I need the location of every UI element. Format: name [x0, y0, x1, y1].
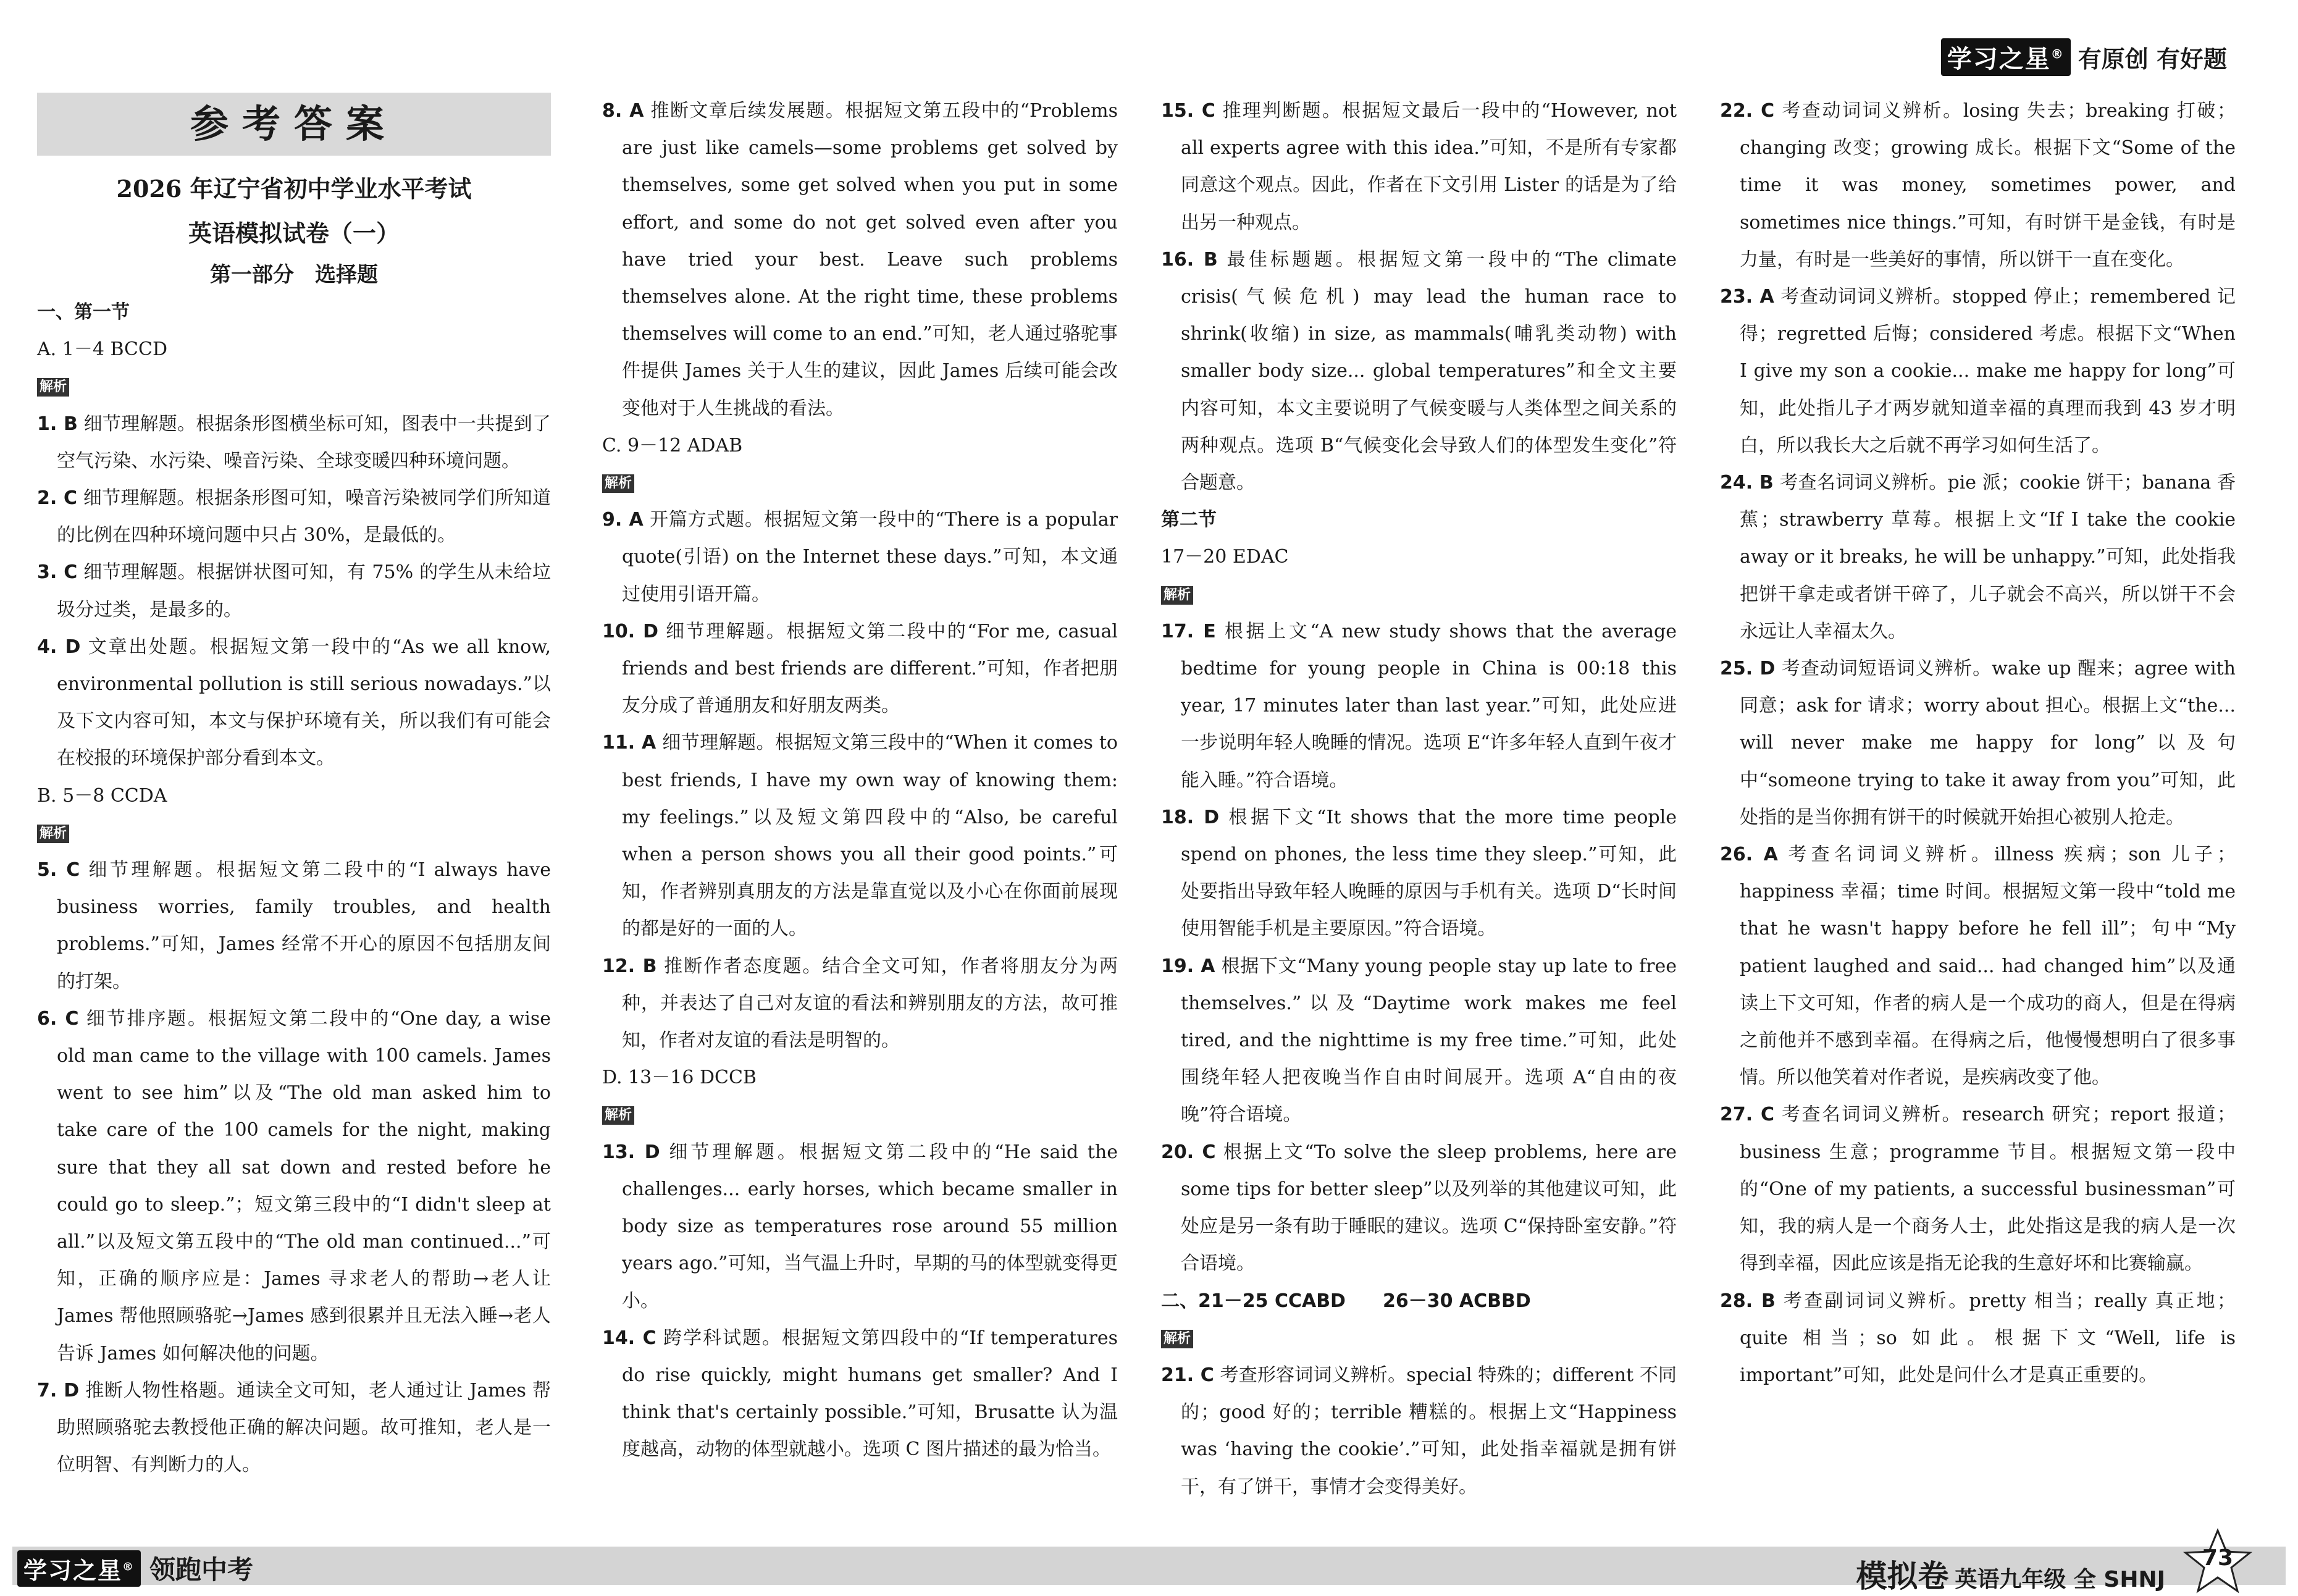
- footer-subject: 英语九年级 全 SHNJ: [1955, 1567, 2165, 1592]
- answer-item: 12. B 推断作者态度题。结合全文可知，作者将朋友分为两种，并表达了自己对友谊的看法和辨别朋友的方法，故可推知，作者对友谊的看法是明智的。: [602, 955, 1118, 1052]
- jiexi-row: [1161, 1320, 1677, 1357]
- jiexi-label: 解析: [1161, 1330, 1193, 1348]
- answer-title: 参考答案: [37, 93, 551, 156]
- answer-item: 27. C 考查名词词义辨析。research 研究；report 报道；business 生意；programme 节目。根据短文第一段中的“One of my patients, a successful businessman”可知，我的病人是一个商务人士，此处指这是我的病人是一次得到幸福，因此应该是指无论我的生意好坏和比赛输赢。: [1720, 1104, 2236, 1275]
- footer-brand-logo: 学习之星®: [17, 1550, 141, 1587]
- column-1: [37, 93, 551, 1484]
- answer-item: 26. A 考查名词词义辨析。illness 疾病；son 儿子；happiness 幸福；time 时间。根据短文第一段中“told me that he wasn't happy before he fell ill”；句中“My patient laughed and said... had changed him”以及通读上下文可知，作者的病人是一个成功的商人，但是在得病之前他并不感到幸福。在得病之后，他慢慢想明白了很多事情。所以他笑着对作者说，是疾病改变了他。: [1720, 844, 2236, 1089]
- answer-item: 9. A 开篇方式题。根据短文第一段中的“There is a popular quote(引语) on the Internet these days.”可知，本文通过使用引语开篇。: [602, 509, 1118, 605]
- answer-item: 8. A 推断文章后续发展题。根据短文第五段中的“Problems are just like camels—some problems get solved by themselves, some get solved when you put in some effort, and some do not get solved even after you have tried your best. Leave such problems themselves alone. At the right time, these problems themselves will come to an end.”可知，老人通过骆驼事件提供 James 关于人生的建议，因此 James 后续可能会改变他对于人生挑战的看法。: [602, 100, 1118, 419]
- jiexi-row: [602, 464, 1118, 502]
- jiexi-label: 解析: [37, 825, 69, 843]
- answer-item: 5. C 细节理解题。根据短文第二段中的“I always have business worries, family troubles, and health problems.”可知，James 经常不开心的原因不包括朋友间的打架。: [37, 859, 551, 993]
- answer-item: 13. D 细节理解题。根据短文第二段中的“He said the challenges... early horses, which became smaller in body size as temperatures rose around 55 million years ago.”可知，当气温上升时，早期的马的体型就变得更小。: [602, 1141, 1118, 1312]
- answer-item: 18. D 根据下文“It shows that the more time people spend on phones, the less time they sleep.”可知，此处要指出导致年轻人晚睡的原因与手机有关。选项 D“长时间使用智能手机是主要原因。”符合语境。: [1161, 806, 1677, 940]
- paper-title: 英语模拟试卷（一）: [188, 219, 400, 247]
- answer-item: 11. A 细节理解题。根据短文第三段中的“When it comes to best friends, I have my own way of knowing them: my feelings.”以及短文第四段中的“Also, be careful when a person shows you all their good points.”可知，作者辨别真朋友的方法是靠直觉以及小心在你面前展现的都是好的一面的人。: [602, 732, 1118, 940]
- jiexi-label: 解析: [602, 474, 634, 493]
- jiexi-row: [602, 1096, 1118, 1133]
- part-title: 第一部分 选择题: [210, 262, 378, 287]
- page-number: 73: [2202, 1545, 2234, 1571]
- jiexi-label: 解析: [37, 378, 69, 397]
- answer-item: 15. C 推理判断题。根据短文最后一段中的“However, not all experts agree with this idea.”可知，不是所有专家都同意这个观点。因此，作者在下文引用 Lister 的话是为了给出另一种观点。: [1161, 100, 1677, 233]
- answer-item: 25. D 考查动词短语词义辨析。wake up 醒来；agree with 同意；ask for 请求；worry about 担心。根据上文“the... will never make me happy for long”以及句中“someone trying to take it away from you”可知，此处指的是当你拥有饼干的时候就开始担心被别人抢走。: [1720, 658, 2236, 828]
- brand-slogan: 有原创 有好题: [2078, 46, 2227, 73]
- answer-item: 3. C 细节理解题。根据饼状图可知，有 75% 的学生从未给垃圾分过类，是最多的。: [37, 561, 551, 621]
- section-heading: 一、第一节: [37, 301, 130, 323]
- header-brand: [1941, 38, 2227, 76]
- footer-book-info: [1856, 1552, 2165, 1596]
- section-heading: 二、21－25 CCABD 26－30 ACBBD: [1161, 1290, 1531, 1312]
- jiexi-row: [1161, 576, 1677, 613]
- jiexi-row: [37, 815, 551, 852]
- jiexi-row: [37, 368, 551, 405]
- answer-item: 24. B 考查名词词义辨析。pie 派；cookie 饼干；banana 香蕉；strawberry 草莓。根据上文“If I take the cookie away or it breaks, he will be unhappy.”可知，此处指我把饼干拿走或者饼干碎了，儿子就会不高兴，所以饼干不会永远让人幸福太久。: [1720, 472, 2236, 642]
- answer-key: 17－20 EDAC: [1161, 546, 1289, 568]
- answer-key: A. 1－4 BCCD: [37, 338, 168, 361]
- column-3: [1161, 93, 1677, 1506]
- answer-item: 7. D 推断人物性格题。通读全文可知，老人通过让 James 帮助照顾骆驼去教授他正确的解决问题。故可推知，老人是一位明智、有判断力的人。: [37, 1379, 551, 1476]
- answer-key: B. 5－8 CCDA: [37, 784, 167, 807]
- exam-title: 2026 年辽宁省初中学业水平考试: [116, 175, 472, 203]
- answer-item: 23. A 考查动词词义辨析。stopped 停止；remembered 记得；regretted 后悔；considered 考虑。根据下文“When I give my son a cookie... make me happy for long”可知，此处指儿子才两岁就知道幸福的真理而我到 43 岁才明白，所以我长大之后就不再学习如何生活了。: [1720, 286, 2236, 456]
- answer-item: 4. D 文章出处题。根据短文第一段中的“As we all know, environmental pollution is still serious nowadays.”以及下文内容可知，本文与保护环境有关，所以我们有可能会在校报的环境保护部分看到本文。: [37, 636, 551, 770]
- answer-item: 14. C 跨学科试题。根据短文第四段中的“If temperatures do rise quickly, might humans get smaller? And I think that's certainly possible.”可知，Brusatte 认为温度越高，动物的体型就越小。选项 C 图片描述的最为恰当。: [602, 1327, 1118, 1461]
- answer-item: 2. C 细节理解题。根据条形图可知，噪音污染被同学们所知道的比例在四种环境问题中只占 30%，是最低的。: [37, 487, 551, 547]
- footer-brand: [17, 1550, 253, 1587]
- answer-item: 20. C 根据上文“To solve the sleep problems, here are some tips for better sleep”以及列举的其他建议可知，此处应是另一条有助于睡眠的建议。选项 C“保持卧室安静。”符合语境。: [1161, 1141, 1677, 1275]
- page-footer: [0, 1528, 2298, 1596]
- answer-key: D. 13－16 DCCB: [602, 1067, 757, 1089]
- answer-item: 28. B 考查副词词义辨析。pretty 相当；really 真正地；quite 相当；so 如此。根据下文“Well, life is important”可知，此处是问什么才是真正重要的。: [1720, 1290, 2236, 1386]
- jiexi-label: 解析: [1161, 586, 1193, 605]
- footer-series: 领跑中考: [149, 1555, 254, 1585]
- answer-item: 22. C 考查动词词义辨析。losing 失去；breaking 打破；changing 改变；growing 成长。根据下文“Some of the time it was money, sometimes power, and sometimes nice things.”可知，有时饼干是金钱，有时是力量，有时是一些美好的事情，所以饼干一直在变化。: [1720, 100, 2236, 271]
- section-heading: 第二节: [1161, 509, 1217, 531]
- answer-item: 16. B 最佳标题题。根据短文第一段中的“The climate crisis(气候危机) may lead the human race to shrink(收缩) in size, as mammals(哺乳类动物) with smaller body size... global temperatures”和全文主要内容可知，本文主要说明了气候变暖与人类体型之间关系的两种观点。选项 B“气候变化会导致人们的体型发生变化”符合题意。: [1161, 248, 1677, 494]
- answer-item: 21. C 考查形容词词义辨析。special 特殊的；different 不同的；good 好的；terrible 糟糕的。根据上文“Happiness was ‘having the cookie’.”可知，此处指幸福就是拥有饼干，有了饼干，事情才会变得美好。: [1161, 1364, 1677, 1498]
- column-4: [1720, 93, 2236, 1394]
- column-2: [602, 93, 1118, 1469]
- answer-item: 17. E 根据上文“A new study shows that the average bedtime for young people in China is 00:18 this year, 17 minutes later than last year.”可知，此处应进一步说明年轻人晚睡的情况。选项 E“许多年轻人直到午夜才能入睡。”符合语境。: [1161, 620, 1677, 791]
- jiexi-label: 解析: [602, 1106, 634, 1125]
- answer-item: 1. B 细节理解题。根据条形图横坐标可知，图表中一共提到了空气污染、水污染、噪音污染、全球变暖四种环境问题。: [37, 413, 551, 472]
- answer-item: 10. D 细节理解题。根据短文第二段中的“For me, casual friends and best friends are different.”可知，作者把朋友分成了普通朋友和好朋友两类。: [602, 620, 1118, 717]
- footer-book-title: 模拟卷: [1856, 1558, 1949, 1594]
- answer-item: 6. C 细节排序题。根据短文第二段中的“One day, a wise old man came to the village with 100 camels. James went to see him”以及“The old man asked him to take care of the 100 camels for the night, making sure that they all sat down and rested before he could go to sleep.”；短文第三段中的“I didn't sleep at all.”以及短文第五段中的“The old man continued...”可知，正确的顺序应是：James 寻求老人的帮助→老人让 James 帮他照顾骆驼→James 感到很累并且无法入睡→老人告诉 James 如何解决他的问题。: [37, 1007, 551, 1364]
- brand-logo: 学习之星®: [1941, 38, 2071, 76]
- answer-item: 19. A 根据下文“Many young people stay up late to free themselves.”以及“Daytime work makes me feel tired, and the nighttime is my free time.”可知，此处围绕年轻人把夜晚当作自由时间展开。选项 A“自由的夜晚”符合语境。: [1161, 955, 1677, 1126]
- answer-key: C. 9－12 ADAB: [602, 434, 743, 456]
